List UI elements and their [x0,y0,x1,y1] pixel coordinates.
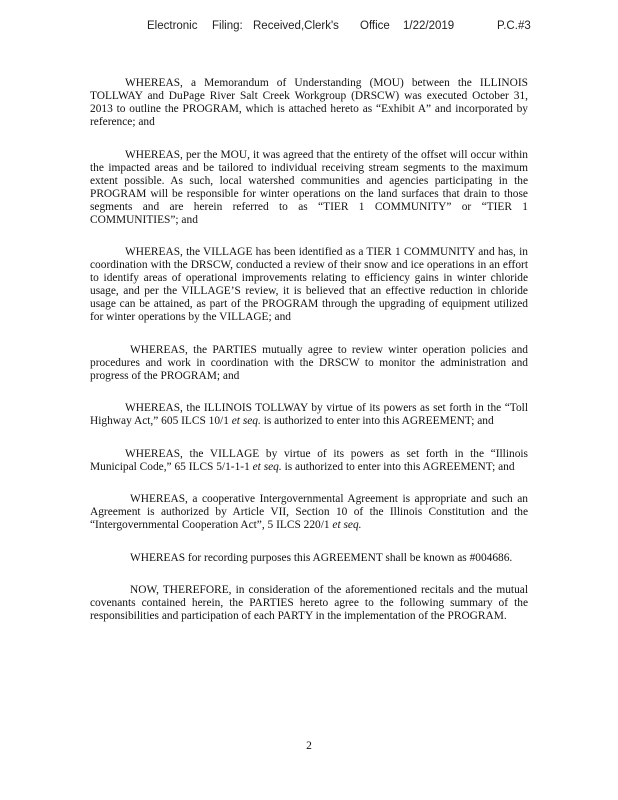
stamp-office: Office [360,20,390,32]
stamp-electronic: Electronic [147,20,198,32]
recital-text: NOW, THEREFORE, in consideration of the aforementioned recitals and the mutual covenants contained herein, the PARTIES hereto agree to the following summary of the responsibilities and participation of each PARTY in the implementation of the PROGRAM. [90,584,528,622]
recital-text: is authorized to enter into this AGREEMENT; and [281,460,515,473]
stamp-pc-number: #3 [518,20,531,32]
recital-tier1-community [90,246,528,324]
stamp-pc: P.C. [497,20,518,32]
recital-text: WHEREAS, the PARTIES mutually agree to review winter operation policies and procedures and work in coordination with the DRSCW to monitor the administration and progress of the PROGRAM; and [90,343,528,382]
filing-stamp-header [0,20,618,36]
recital-text: WHEREAS, the VILLAGE by virtue of its powers as set forth in the “Illinois Municipal Code,” 65 ILCS 5/1-1-1 [90,447,528,473]
recital-tollway-powers [90,402,528,428]
recital-text: WHEREAS, a cooperative Intergovernmental Agreement is appropriate and such an Agreement is authorized by Article VII, Section 10 of the Illinois Constitution and the “Intergovernmental Cooperation Act”, 5 ILCS 220/1 [90,493,528,531]
recital-village-powers [90,448,528,474]
recital-text: is authorized to enter into this AGREEMENT; and [260,415,494,427]
recital-text: WHEREAS for recording purposes this AGREEMENT shall be known as #004686. [130,551,513,564]
citation-et-seq: et seq. [231,415,261,427]
recital-text: WHEREAS, per the MOU, it was agreed that the entirety of the offset will occur within the impacted areas and be tailored to individual receiving stream segments to the maximum extent possible. As such, local watershed communities and agencies participating in the PROGRAM will be responsible for winter operations on the land surfaces that drain to those segments and are herein referred to as “TIER 1 COMMUNITY” or “TIER 1 COMMUNITIES”; and [90,148,528,226]
citation-et-seq: et seq. [332,519,362,531]
recital-text: WHEREAS, the VILLAGE has been identified as a TIER 1 COMMUNITY and has, in coordination with the DRSCW, conducted a review of their snow and ice operations in an effort to identify areas of operational improvements relating to efficiency gains in winter chloride usage, and per the VILLAGE’S review, it is believed that an effective reduction in chloride usage can be attained, as part of the PROGRAM through the upgrading of equipment utilized for winter operations by the VILLAGE; and [90,246,528,323]
document-body [90,77,528,623]
stamp-received: Received,Clerk's [253,20,339,32]
stamp-filing: Filing: [212,20,243,32]
recital-mou [90,77,528,129]
recital-text: WHEREAS, a Memorandum of Understanding (MOU) between the ILLINOIS TOLLWAY and DuPage River Salt Creek Workgroup (DRSCW) was executed October 31, 2013 to outline the PROGRAM, which is attached hereto as “Exhibit A” and incorporated by reference; and [90,77,528,128]
recital-recording [90,552,528,565]
recital-intergovernmental [90,493,528,532]
now-therefore-clause [90,584,528,623]
page-number: 2 [306,740,312,752]
recital-review-policies [90,344,528,383]
recital-text: WHEREAS, the ILLINOIS TOLLWAY by virtue of its powers as set forth in the “Toll Highway Act,” 605 ILCS 10/1 [90,402,528,427]
citation-et-seq: et seq. [252,460,282,473]
recital-offset [90,149,528,227]
stamp-date: 1/22/2019 [403,20,455,32]
